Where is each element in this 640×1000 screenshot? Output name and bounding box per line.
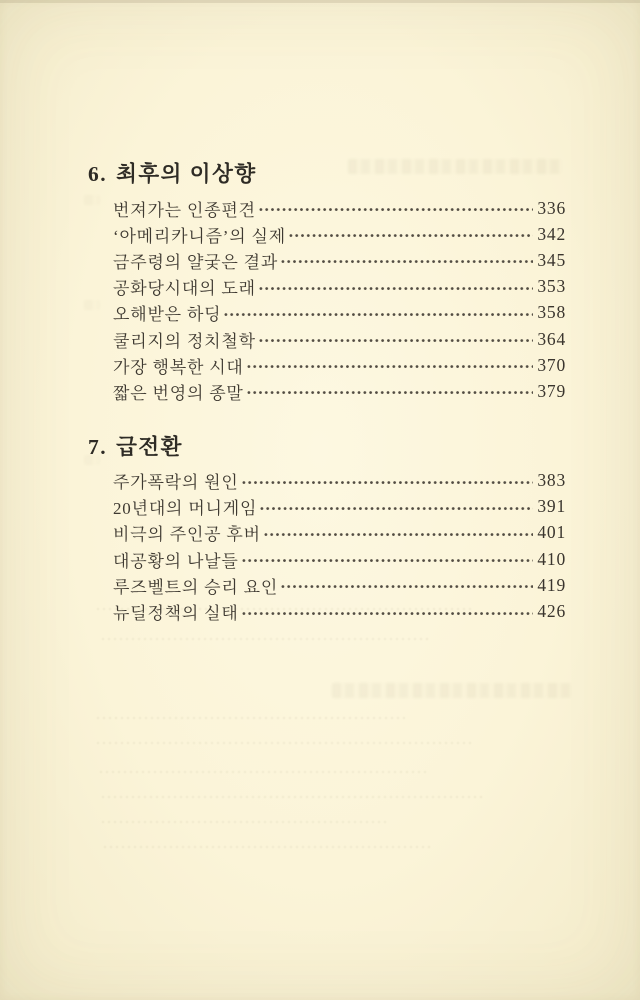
bleedthrough-artifact xyxy=(100,820,390,824)
toc-entry xyxy=(88,494,566,520)
toc-entry-title: 주가폭락의 원인 xyxy=(113,473,239,493)
toc-entry-page-number: 364 xyxy=(537,328,566,349)
section-number: 7. xyxy=(88,434,108,459)
toc-entry xyxy=(88,520,566,546)
dot-leader xyxy=(258,274,533,300)
dot-leader xyxy=(288,221,533,247)
dot-leader xyxy=(246,352,533,378)
toc-entry-title: 루즈벨트의 승리 요인 xyxy=(113,577,279,597)
toc-entry-title: 금주령의 얄궂은 결과 xyxy=(113,252,279,272)
table-of-contents xyxy=(88,157,566,625)
dot-leader xyxy=(263,520,533,546)
toc-section-7 xyxy=(88,430,566,625)
bleedthrough-artifact xyxy=(332,683,572,698)
toc-entry-page-number: 401 xyxy=(537,522,566,543)
toc-entry-page-number: 426 xyxy=(537,601,566,622)
dot-leader xyxy=(280,247,533,273)
toc-entry xyxy=(88,352,566,378)
section-number: 6. xyxy=(88,162,108,186)
dot-leader xyxy=(241,546,533,572)
section-title: 급전환 xyxy=(116,434,183,459)
dot-leader xyxy=(223,300,533,326)
toc-entry xyxy=(88,300,566,326)
toc-entry-page-number: 391 xyxy=(537,496,566,517)
toc-entry xyxy=(88,546,566,572)
toc-entry-title: 쿨리지의 정치철학 xyxy=(113,331,256,351)
toc-entry-page-number: 383 xyxy=(537,470,566,491)
scan-edge xyxy=(0,0,640,3)
toc-entry xyxy=(88,195,566,221)
toc-entry xyxy=(88,221,566,247)
bleedthrough-artifact xyxy=(100,795,485,799)
bleedthrough-artifact xyxy=(98,770,428,774)
toc-entry-page-number: 345 xyxy=(537,249,566,270)
toc-entry-title: 20년대의 머니게임 xyxy=(113,499,258,519)
toc-entry-page-number: 358 xyxy=(537,302,566,323)
dot-leader xyxy=(241,468,533,494)
toc-entry-title: 뉴딜정책의 실태 xyxy=(113,604,239,624)
toc-entry xyxy=(88,326,566,352)
toc-entry-page-number: 342 xyxy=(537,223,566,244)
dot-leader xyxy=(246,378,533,404)
toc-entry xyxy=(88,378,566,404)
toc-entry-page-number: 370 xyxy=(537,354,566,375)
toc-entry-page-number: 410 xyxy=(537,548,566,569)
toc-section-6 xyxy=(88,157,566,405)
toc-entry xyxy=(88,598,566,624)
section-heading xyxy=(88,157,566,188)
dot-leader xyxy=(280,572,533,598)
bleedthrough-artifact xyxy=(100,637,430,641)
toc-entry-title: 오해받은 하딩 xyxy=(113,305,222,325)
toc-entry xyxy=(88,274,566,300)
toc-entry xyxy=(88,572,566,598)
toc-entry-title: ‘아메리카니즘’의 실제 xyxy=(113,226,286,246)
toc-entry-title: 번져가는 인종편견 xyxy=(113,200,256,220)
toc-entry-page-number: 353 xyxy=(537,276,566,297)
toc-entry-page-number: 419 xyxy=(537,574,566,595)
dot-leader xyxy=(258,195,533,221)
toc-entry-title: 비극의 주인공 후버 xyxy=(113,525,261,545)
bleedthrough-artifact xyxy=(102,845,432,849)
toc-entry-title: 짧은 번영의 종말 xyxy=(113,383,244,403)
toc-entry xyxy=(88,468,566,494)
bleedthrough-artifact xyxy=(95,716,405,720)
section-title: 최후의 이상향 xyxy=(116,162,257,186)
toc-entry-page-number: 336 xyxy=(537,197,566,218)
bleedthrough-artifact xyxy=(95,741,475,745)
dot-leader xyxy=(241,599,533,625)
dot-leader xyxy=(258,326,533,352)
toc-entry-title: 공화당시대의 도래 xyxy=(113,279,256,299)
toc-entry-title: 대공황의 나날들 xyxy=(113,551,239,571)
dot-leader xyxy=(259,494,533,520)
toc-entry xyxy=(88,247,566,273)
toc-entry-page-number: 379 xyxy=(537,380,566,401)
toc-entry-title: 가장 행복한 시대 xyxy=(113,357,244,377)
section-heading xyxy=(88,430,566,461)
